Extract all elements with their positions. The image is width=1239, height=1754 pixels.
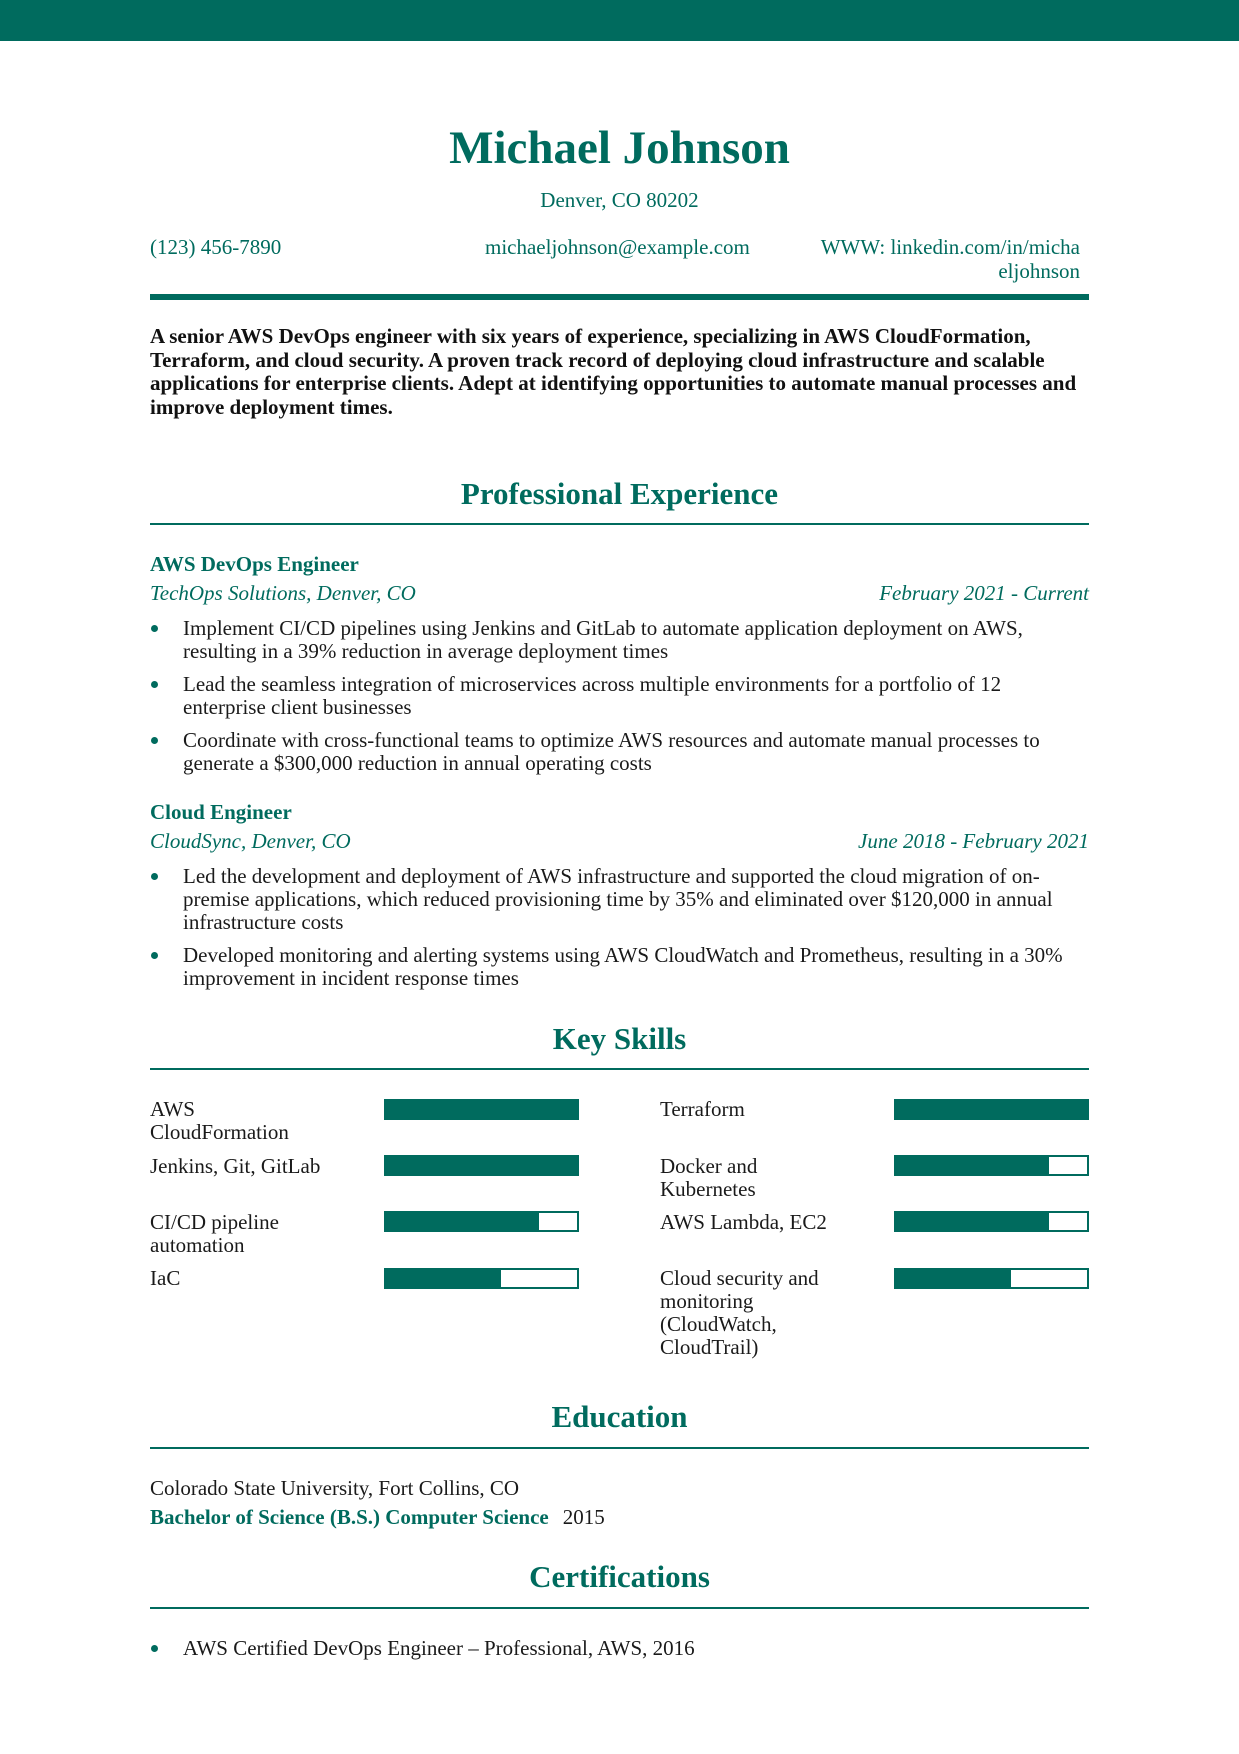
top-accent-bar <box>0 0 1239 41</box>
professional-summary: A senior AWS DevOps engineer with six years of experience, specializing in AWS CloudFormation, Terraform, and cloud security. A proven track record of deploying cloud infrastructure and scalable applications for enterprise clients. Adept at identifying opportunities to automate manual processes and improve deployment times. <box>150 324 1077 419</box>
skill-label: AWS Lambda, EC2 <box>660 1210 827 1234</box>
candidate-name: Michael Johnson <box>449 122 790 174</box>
skill-label: CI/CD pipeline automation <box>150 1210 279 1257</box>
skill-label: Cloud security and monitoring (CloudWatch, CloudTrail) <box>660 1266 819 1359</box>
education-divider <box>150 1447 1089 1449</box>
email-address: michaeljohnson@example.com <box>485 235 750 259</box>
education-section-title: Education <box>551 1399 688 1434</box>
job-title: Cloud Engineer <box>150 800 292 824</box>
header-divider <box>150 294 1089 300</box>
bullet-icon <box>151 952 158 959</box>
job-company: TechOps Solutions, Denver, CO <box>150 581 416 605</box>
list-item: Implement CI/CD pipelines using Jenkins and GitLab to automate application deployment on AWS, resulting in a 39% reduction in average deployment times <box>150 617 1089 663</box>
job-bullets <box>150 865 1089 1000</box>
address: Denver, CO 80202 <box>540 188 699 212</box>
list-item: Lead the seamless integration of microservices across multiple environments for a portfolio of 12 enterprise client businesses <box>150 673 1089 719</box>
experience-divider <box>150 523 1089 525</box>
skill-level-bar <box>894 1099 1089 1120</box>
skill-level-bar <box>894 1155 1089 1176</box>
certifications-divider <box>150 1607 1089 1609</box>
skill-label: Jenkins, Git, GitLab <box>150 1154 321 1178</box>
skill-level-bar <box>384 1211 579 1232</box>
bullet-icon <box>151 737 158 744</box>
graduation-year: 2015 <box>562 1505 605 1529</box>
skill-level-bar <box>384 1099 579 1120</box>
job-dates: June 2018 - February 2021 <box>858 829 1089 853</box>
list-item: AWS Certified DevOps Engineer – Professional, AWS, 2016 <box>150 1637 1089 1660</box>
skill-level-bar <box>384 1268 579 1289</box>
skill-label: AWS CloudFormation <box>150 1097 289 1144</box>
website-line-2: eljohnson <box>998 259 1080 283</box>
job-dates: February 2021 - Current <box>879 581 1089 605</box>
website-link <box>800 235 1080 283</box>
skill-level-bar <box>894 1268 1089 1289</box>
bullet-icon <box>151 873 158 880</box>
website-line-1: WWW: linkedin.com/in/micha <box>820 235 1080 259</box>
list-item: Led the development and deployment of AWS infrastructure and supported the cloud migration of on-premise applications, which reduced provisioning time by 35% and eliminated over $120,000 in annual infrastructure costs <box>150 865 1089 934</box>
certifications-list <box>150 1637 1089 1670</box>
list-item: Developed monitoring and alerting systems using AWS CloudWatch and Prometheus, resulting in a 30% improvement in incident response times <box>150 944 1089 990</box>
skill-label: Terraform <box>660 1097 745 1121</box>
bullet-icon <box>151 1645 158 1652</box>
certifications-section-title: Certifications <box>529 1559 710 1594</box>
skills-divider <box>150 1068 1089 1070</box>
skill-level-bar <box>894 1211 1089 1232</box>
school-name: Colorado State University, Fort Collins, CO <box>150 1476 520 1500</box>
job-title: AWS DevOps Engineer <box>150 552 359 576</box>
degree-line <box>150 1505 605 1530</box>
skill-level-bar <box>384 1155 579 1176</box>
bullet-icon <box>151 625 158 632</box>
degree-name: Bachelor of Science (B.S.) Computer Science <box>150 1505 549 1529</box>
job-company: CloudSync, Denver, CO <box>150 829 351 853</box>
bullet-icon <box>151 681 158 688</box>
list-item: Coordinate with cross-functional teams to optimize AWS resources and automate manual processes to generate a $300,000 reduction in annual operating costs <box>150 729 1089 775</box>
experience-section-title: Professional Experience <box>460 476 779 511</box>
phone-number: (123) 456-7890 <box>150 235 282 259</box>
job-bullets <box>150 617 1089 785</box>
skills-section-title: Key Skills <box>552 1021 687 1056</box>
skill-label: Docker and Kubernetes <box>660 1154 758 1201</box>
skill-label: IaC <box>150 1266 181 1290</box>
